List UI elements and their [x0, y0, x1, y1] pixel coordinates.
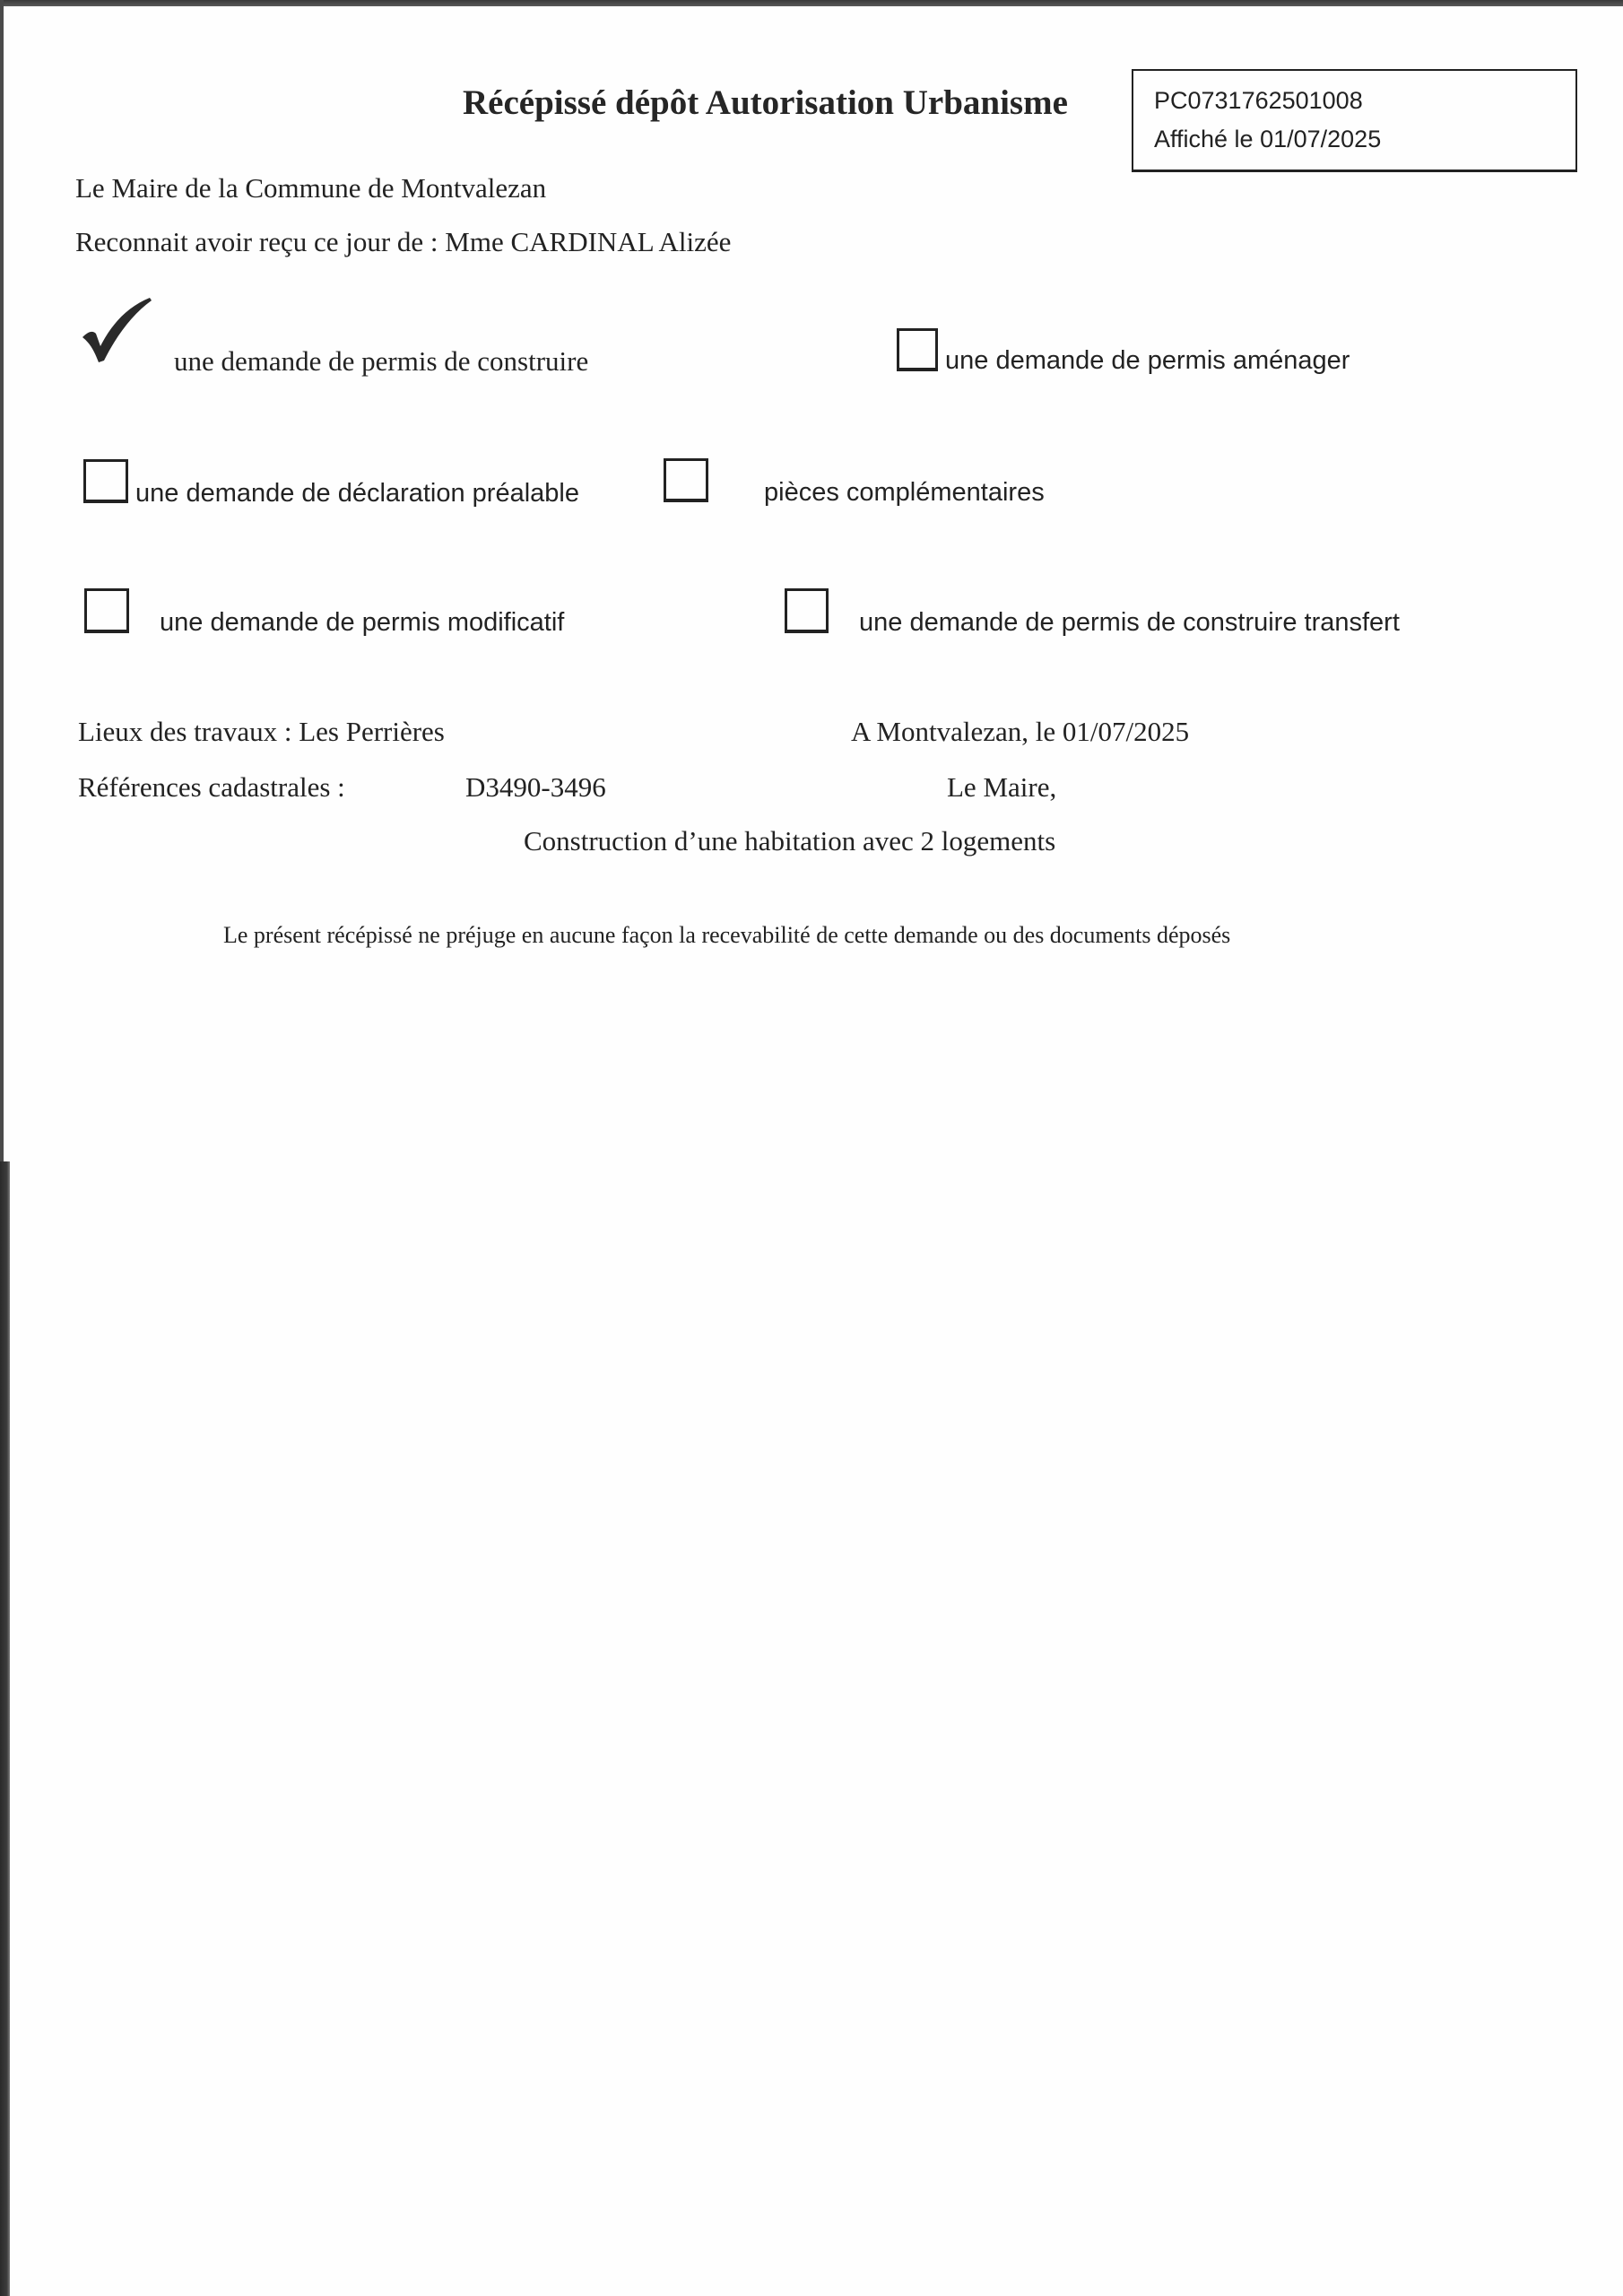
scan-edge-left-shadow [0, 1161, 10, 2296]
cadastral-references-label: Références cadastrales : [78, 771, 345, 803]
reference-box [1132, 69, 1577, 172]
checkmark-stroke [82, 298, 152, 362]
intro-received-line: Reconnait avoir reçu ce jour de : Mme CARDINAL Alizée [75, 226, 732, 257]
intro-mayor-line: Le Maire de la Commune de Montvalezan [75, 172, 547, 204]
scan-edge-top [0, 0, 1623, 6]
disclaimer: Le présent récépissé ne préjuge en aucune façon la recevabilité de cette demande ou des documents déposés [223, 922, 1231, 948]
option-declaration-prealable-label: une demande de déclaration préalable [135, 479, 579, 508]
signatory: Le Maire, [947, 771, 1057, 803]
cadastral-references-value: D3490-3496 [465, 771, 606, 803]
work-location: Lieux des travaux : Les Perrières [78, 716, 445, 747]
option-declaration-prealable-checkbox[interactable] [83, 459, 128, 503]
option-permis-modificatif-checkbox[interactable] [84, 588, 129, 633]
option-pieces-complementaires-label: pièces complémentaires [764, 478, 1045, 507]
scan-edge-left [0, 0, 4, 1161]
posted-date: Affiché le 01/07/2025 [1154, 126, 1382, 152]
permit-number: PC0731762501008 [1154, 87, 1363, 114]
place-and-date: A Montvalezan, le 01/07/2025 [851, 716, 1190, 747]
option-permis-transfert-checkbox[interactable] [785, 588, 829, 633]
option-permis-construire-label: une demande de permis de construire [174, 345, 589, 377]
project-description: Construction d’une habitation avec 2 logements [524, 825, 1056, 857]
option-permis-modificatif-label: une demande de permis modificatif [160, 608, 565, 637]
checkmark-icon[interactable] [81, 296, 152, 364]
option-permis-amenager-checkbox[interactable] [897, 328, 938, 371]
option-permis-amenager-label: une demande de permis aménager [945, 346, 1350, 375]
option-pieces-complementaires-checkbox[interactable] [664, 458, 708, 502]
document-title: Récépissé dépôt Autorisation Urbanisme [463, 83, 1068, 122]
option-permis-transfert-label: une demande de permis de construire transfert [859, 608, 1400, 637]
